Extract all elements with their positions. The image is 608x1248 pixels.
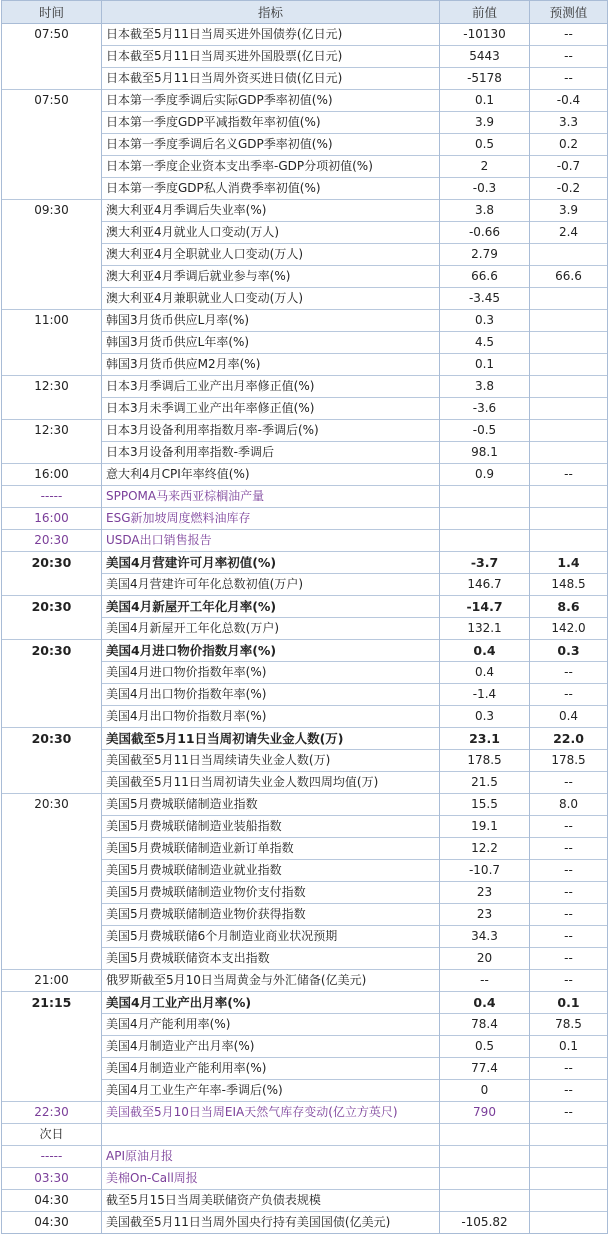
- cell-previous: [440, 1168, 530, 1190]
- cell-previous: 0.3: [440, 706, 530, 728]
- cell-time: [2, 1036, 102, 1058]
- cell-forecast: 0.3: [530, 640, 608, 662]
- cell-previous: 146.7: [440, 574, 530, 596]
- cell-indicator: 美国4月新屋开工年化月率(%): [102, 596, 440, 618]
- cell-previous: -10.7: [440, 860, 530, 882]
- cell-time: [2, 68, 102, 90]
- cell-forecast: 1.4: [530, 552, 608, 574]
- cell-indicator: 美国4月出口物价指数月率(%): [102, 706, 440, 728]
- cell-previous: [440, 486, 530, 508]
- table-row: [2, 1146, 608, 1168]
- cell-forecast: 3.3: [530, 112, 608, 134]
- cell-forecast: --: [530, 68, 608, 90]
- cell-time: 20:30: [2, 552, 102, 574]
- cell-forecast: 8.0: [530, 794, 608, 816]
- cell-previous: -105.82: [440, 1212, 530, 1234]
- table-row: [2, 1058, 608, 1080]
- cell-time: -----: [2, 486, 102, 508]
- table-row: [2, 442, 608, 464]
- cell-time: 16:00: [2, 464, 102, 486]
- cell-forecast: --: [530, 838, 608, 860]
- cell-forecast: --: [530, 772, 608, 794]
- table-row: [2, 992, 608, 1014]
- cell-previous: [440, 1124, 530, 1146]
- cell-previous: 23: [440, 904, 530, 926]
- cell-indicator: [102, 1124, 440, 1146]
- cell-previous: 0.5: [440, 134, 530, 156]
- cell-indicator: 美国4月新屋开工年化总数(万户): [102, 618, 440, 640]
- cell-time: 04:30: [2, 1190, 102, 1212]
- table-row: [2, 398, 608, 420]
- cell-previous: 178.5: [440, 750, 530, 772]
- cell-time: 16:00: [2, 508, 102, 530]
- cell-indicator: 日本3月未季调工业产出年率修正值(%): [102, 398, 440, 420]
- cell-forecast: 8.6: [530, 596, 608, 618]
- table-row: [2, 244, 608, 266]
- cell-time: [2, 882, 102, 904]
- table-row: [2, 816, 608, 838]
- cell-forecast: --: [530, 662, 608, 684]
- cell-indicator: USDA出口销售报告: [102, 530, 440, 552]
- cell-time: 07:50: [2, 24, 102, 46]
- table-row: [2, 420, 608, 442]
- cell-previous: -0.66: [440, 222, 530, 244]
- cell-previous: 132.1: [440, 618, 530, 640]
- table-row: [2, 904, 608, 926]
- cell-indicator: 日本3月设备利用率指数月率-季调后(%): [102, 420, 440, 442]
- cell-time: 20:30: [2, 794, 102, 816]
- cell-previous: 0.1: [440, 354, 530, 376]
- cell-forecast: [530, 530, 608, 552]
- table-row: [2, 530, 608, 552]
- cell-time: [2, 948, 102, 970]
- cell-time: [2, 1058, 102, 1080]
- cell-previous: [440, 1190, 530, 1212]
- cell-time: 21:15: [2, 992, 102, 1014]
- table-row: [2, 1124, 608, 1146]
- table-row: [2, 618, 608, 640]
- table-header: [2, 1, 608, 24]
- cell-time: [2, 1014, 102, 1036]
- cell-previous: 0.4: [440, 640, 530, 662]
- cell-forecast: --: [530, 1058, 608, 1080]
- cell-time: [2, 46, 102, 68]
- cell-previous: 20: [440, 948, 530, 970]
- cell-indicator: 意大利4月CPI年率终值(%): [102, 464, 440, 486]
- cell-forecast: --: [530, 24, 608, 46]
- cell-time: [2, 706, 102, 728]
- cell-indicator: 韩国3月货币供应L月率(%): [102, 310, 440, 332]
- cell-forecast: 66.6: [530, 266, 608, 288]
- cell-indicator: 美国4月工业产出月率(%): [102, 992, 440, 1014]
- cell-forecast: [530, 354, 608, 376]
- cell-time: [2, 904, 102, 926]
- cell-previous: 0.9: [440, 464, 530, 486]
- cell-forecast: --: [530, 1102, 608, 1124]
- table-row: [2, 24, 608, 46]
- cell-time: 20:30: [2, 530, 102, 552]
- cell-indicator: 美国5月费城联储制造业物价获得指数: [102, 904, 440, 926]
- cell-time: 20:30: [2, 640, 102, 662]
- cell-time: 22:30: [2, 1102, 102, 1124]
- cell-forecast: [530, 442, 608, 464]
- table-row: [2, 728, 608, 750]
- cell-time: 20:30: [2, 728, 102, 750]
- table-row: [2, 112, 608, 134]
- cell-time: [2, 442, 102, 464]
- table-row: [2, 552, 608, 574]
- table-row: [2, 134, 608, 156]
- cell-indicator: 美国5月费城联储资本支出指数: [102, 948, 440, 970]
- cell-time: [2, 1080, 102, 1102]
- cell-previous: 66.6: [440, 266, 530, 288]
- cell-time: [2, 662, 102, 684]
- cell-time: [2, 354, 102, 376]
- table-row: [2, 794, 608, 816]
- cell-forecast: --: [530, 1080, 608, 1102]
- cell-forecast: [530, 1146, 608, 1168]
- cell-previous: [440, 1146, 530, 1168]
- cell-time: [2, 816, 102, 838]
- cell-time: 次日: [2, 1124, 102, 1146]
- cell-forecast: 3.9: [530, 200, 608, 222]
- cell-previous: 0.1: [440, 90, 530, 112]
- cell-previous: 2: [440, 156, 530, 178]
- cell-previous: 0: [440, 1080, 530, 1102]
- cell-forecast: --: [530, 464, 608, 486]
- cell-previous: -10130: [440, 24, 530, 46]
- cell-indicator: 日本截至5月11日当周买进外国股票(亿日元): [102, 46, 440, 68]
- cell-previous: 15.5: [440, 794, 530, 816]
- cell-previous: -3.45: [440, 288, 530, 310]
- cell-previous: -1.4: [440, 684, 530, 706]
- cell-previous: [440, 530, 530, 552]
- cell-indicator: 美国截至5月10日当周EIA天然气库存变动(亿立方英尺): [102, 1102, 440, 1124]
- cell-forecast: 0.4: [530, 706, 608, 728]
- cell-forecast: --: [530, 926, 608, 948]
- cell-forecast: --: [530, 948, 608, 970]
- table-row: [2, 310, 608, 332]
- table-body: [2, 24, 608, 1234]
- cell-indicator: 日本截至5月11日当周买进外国债券(亿日元): [102, 24, 440, 46]
- cell-previous: 0.4: [440, 662, 530, 684]
- cell-previous: 3.8: [440, 200, 530, 222]
- cell-indicator: 美国5月费城联储制造业装船指数: [102, 816, 440, 838]
- table-row: [2, 882, 608, 904]
- cell-forecast: [530, 376, 608, 398]
- cell-indicator: 美国5月费城联储制造业指数: [102, 794, 440, 816]
- table-row: [2, 508, 608, 530]
- table-row: [2, 1014, 608, 1036]
- cell-previous: 77.4: [440, 1058, 530, 1080]
- cell-indicator: 澳大利亚4月兼职就业人口变动(万人): [102, 288, 440, 310]
- table-row: [2, 1036, 608, 1058]
- table-row: [2, 332, 608, 354]
- cell-previous: 78.4: [440, 1014, 530, 1036]
- table-row: [2, 838, 608, 860]
- cell-forecast: 178.5: [530, 750, 608, 772]
- cell-time: [2, 332, 102, 354]
- cell-time: [2, 398, 102, 420]
- cell-forecast: [530, 486, 608, 508]
- cell-indicator: 日本3月设备利用率指数-季调后: [102, 442, 440, 464]
- cell-forecast: 2.4: [530, 222, 608, 244]
- cell-indicator: 美国4月制造业产出月率(%): [102, 1036, 440, 1058]
- cell-previous: --: [440, 970, 530, 992]
- cell-time: 20:30: [2, 596, 102, 618]
- cell-time: [2, 926, 102, 948]
- cell-indicator: 日本第一季度季调后名义GDP季率初值(%): [102, 134, 440, 156]
- cell-time: 07:50: [2, 90, 102, 112]
- cell-indicator: 美棉On-Call周报: [102, 1168, 440, 1190]
- cell-indicator: 澳大利亚4月季调后失业率(%): [102, 200, 440, 222]
- header-forecast: 预测值: [530, 1, 608, 24]
- cell-indicator: 澳大利亚4月全职就业人口变动(万人): [102, 244, 440, 266]
- cell-time: [2, 618, 102, 640]
- cell-indicator: 日本第一季度季调后实际GDP季率初值(%): [102, 90, 440, 112]
- cell-previous: -3.7: [440, 552, 530, 574]
- cell-previous: -0.3: [440, 178, 530, 200]
- header-time: 时间: [2, 1, 102, 24]
- cell-indicator: API原油月报: [102, 1146, 440, 1168]
- cell-forecast: [530, 420, 608, 442]
- table-row: [2, 266, 608, 288]
- cell-indicator: 日本第一季度GDP私人消费季率初值(%): [102, 178, 440, 200]
- cell-previous: 0.5: [440, 1036, 530, 1058]
- cell-forecast: [530, 1212, 608, 1234]
- cell-time: [2, 838, 102, 860]
- cell-indicator: 日本第一季度GDP平减指数年率初值(%): [102, 112, 440, 134]
- cell-forecast: --: [530, 816, 608, 838]
- cell-previous: 98.1: [440, 442, 530, 464]
- table-row: [2, 464, 608, 486]
- table-row: [2, 1190, 608, 1212]
- cell-previous: 23.1: [440, 728, 530, 750]
- cell-time: 12:30: [2, 376, 102, 398]
- cell-previous: -14.7: [440, 596, 530, 618]
- cell-indicator: 美国4月工业生产年率-季调后(%): [102, 1080, 440, 1102]
- cell-previous: 790: [440, 1102, 530, 1124]
- cell-indicator: 美国5月费城联储制造业新订单指数: [102, 838, 440, 860]
- cell-forecast: 78.5: [530, 1014, 608, 1036]
- cell-indicator: SPPOMA马来西亚棕榈油产量: [102, 486, 440, 508]
- cell-time: [2, 772, 102, 794]
- cell-indicator: 美国5月费城联储制造业物价支付指数: [102, 882, 440, 904]
- cell-time: [2, 860, 102, 882]
- table-row: [2, 926, 608, 948]
- table-row: [2, 222, 608, 244]
- table-row: [2, 640, 608, 662]
- table-row: [2, 684, 608, 706]
- cell-forecast: --: [530, 860, 608, 882]
- cell-previous: 0.3: [440, 310, 530, 332]
- cell-forecast: 142.0: [530, 618, 608, 640]
- cell-indicator: 美国4月营建许可月率初值(%): [102, 552, 440, 574]
- cell-time: [2, 288, 102, 310]
- cell-forecast: --: [530, 684, 608, 706]
- cell-indicator: 美国截至5月11日当周外国央行持有美国国债(亿美元): [102, 1212, 440, 1234]
- cell-forecast: [530, 508, 608, 530]
- cell-previous: 0.4: [440, 992, 530, 1014]
- cell-previous: [440, 508, 530, 530]
- table-row: [2, 68, 608, 90]
- table-row: [2, 750, 608, 772]
- table-row: [2, 772, 608, 794]
- cell-indicator: 俄罗斯截至5月10日当周黄金与外汇储备(亿美元): [102, 970, 440, 992]
- table-row: [2, 486, 608, 508]
- cell-previous: 19.1: [440, 816, 530, 838]
- cell-time: [2, 684, 102, 706]
- cell-indicator: 美国截至5月11日当周续请失业金人数(万): [102, 750, 440, 772]
- cell-indicator: 美国截至5月11日当周初请失业金人数(万): [102, 728, 440, 750]
- cell-forecast: [530, 1124, 608, 1146]
- table-row: [2, 860, 608, 882]
- cell-forecast: [530, 1168, 608, 1190]
- cell-previous: 12.2: [440, 838, 530, 860]
- table-row: [2, 574, 608, 596]
- cell-indicator: 美国4月营建许可年化总数初值(万户): [102, 574, 440, 596]
- cell-previous: -0.5: [440, 420, 530, 442]
- table-row: [2, 376, 608, 398]
- table-row: [2, 156, 608, 178]
- cell-forecast: 0.2: [530, 134, 608, 156]
- cell-forecast: -0.4: [530, 90, 608, 112]
- table-row: [2, 90, 608, 112]
- cell-time: [2, 222, 102, 244]
- cell-indicator: 美国4月产能利用率(%): [102, 1014, 440, 1036]
- cell-time: [2, 112, 102, 134]
- cell-forecast: 0.1: [530, 1036, 608, 1058]
- cell-time: 12:30: [2, 420, 102, 442]
- table-row: [2, 706, 608, 728]
- cell-forecast: [530, 310, 608, 332]
- cell-forecast: [530, 332, 608, 354]
- cell-indicator: 美国4月进口物价指数月率(%): [102, 640, 440, 662]
- cell-time: 21:00: [2, 970, 102, 992]
- cell-previous: 2.79: [440, 244, 530, 266]
- cell-indicator: 美国5月费城联储6个月制造业商业状况预期: [102, 926, 440, 948]
- cell-previous: 23: [440, 882, 530, 904]
- cell-indicator: 美国5月费城联储制造业就业指数: [102, 860, 440, 882]
- cell-indicator: 美国4月出口物价指数年率(%): [102, 684, 440, 706]
- cell-previous: 3.8: [440, 376, 530, 398]
- table-row: [2, 46, 608, 68]
- cell-time: 09:30: [2, 200, 102, 222]
- table-row: [2, 596, 608, 618]
- cell-forecast: 22.0: [530, 728, 608, 750]
- cell-previous: -3.6: [440, 398, 530, 420]
- cell-indicator: 美国4月制造业产能利用率(%): [102, 1058, 440, 1080]
- table-row: [2, 1212, 608, 1234]
- cell-indicator: ESG新加坡周度燃料油库存: [102, 508, 440, 530]
- header-indicator: 指标: [102, 1, 440, 24]
- cell-forecast: -0.2: [530, 178, 608, 200]
- cell-indicator: 日本第一季度企业资本支出季率-GDP分项初值(%): [102, 156, 440, 178]
- cell-forecast: [530, 398, 608, 420]
- cell-indicator: 韩国3月货币供应L年率(%): [102, 332, 440, 354]
- cell-time: [2, 178, 102, 200]
- cell-indicator: 韩国3月货币供应M2月率(%): [102, 354, 440, 376]
- cell-forecast: --: [530, 970, 608, 992]
- table-row: [2, 288, 608, 310]
- cell-indicator: 截至5月15日当周美联储资产负债表规模: [102, 1190, 440, 1212]
- cell-previous: 21.5: [440, 772, 530, 794]
- cell-forecast: [530, 288, 608, 310]
- header-previous: 前值: [440, 1, 530, 24]
- cell-previous: 4.5: [440, 332, 530, 354]
- table-row: [2, 662, 608, 684]
- table-row: [2, 1102, 608, 1124]
- cell-previous: -5178: [440, 68, 530, 90]
- table-row: [2, 178, 608, 200]
- cell-forecast: 148.5: [530, 574, 608, 596]
- cell-previous: 34.3: [440, 926, 530, 948]
- cell-forecast: [530, 1190, 608, 1212]
- cell-time: [2, 750, 102, 772]
- cell-time: [2, 244, 102, 266]
- table-row: [2, 1168, 608, 1190]
- cell-forecast: -0.7: [530, 156, 608, 178]
- cell-indicator: 澳大利亚4月季调后就业参与率(%): [102, 266, 440, 288]
- cell-time: 04:30: [2, 1212, 102, 1234]
- cell-forecast: --: [530, 882, 608, 904]
- table-row: [2, 1080, 608, 1102]
- cell-previous: 3.9: [440, 112, 530, 134]
- cell-indicator: 美国4月进口物价指数年率(%): [102, 662, 440, 684]
- table-row: [2, 200, 608, 222]
- cell-forecast: --: [530, 904, 608, 926]
- cell-forecast: --: [530, 46, 608, 68]
- cell-time: [2, 574, 102, 596]
- cell-time: [2, 156, 102, 178]
- cell-time: -----: [2, 1146, 102, 1168]
- cell-time: [2, 266, 102, 288]
- cell-time: 03:30: [2, 1168, 102, 1190]
- cell-indicator: 日本截至5月11日当周外资买进日债(亿日元): [102, 68, 440, 90]
- cell-time: 11:00: [2, 310, 102, 332]
- table-row: [2, 354, 608, 376]
- cell-forecast: 0.1: [530, 992, 608, 1014]
- table-row: [2, 970, 608, 992]
- table-row: [2, 948, 608, 970]
- cell-indicator: 澳大利亚4月就业人口变动(万人): [102, 222, 440, 244]
- cell-indicator: 美国截至5月11日当周初请失业金人数四周均值(万): [102, 772, 440, 794]
- cell-indicator: 日本3月季调后工业产出月率修正值(%): [102, 376, 440, 398]
- cell-previous: 5443: [440, 46, 530, 68]
- cell-time: [2, 134, 102, 156]
- economic-calendar-table: [1, 0, 608, 1234]
- cell-forecast: [530, 244, 608, 266]
